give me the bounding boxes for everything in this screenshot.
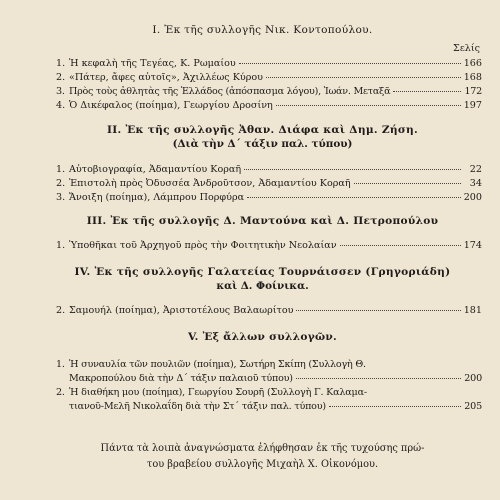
list-item: 1. Ἡ κεφαλὴ τῆς Τεγέας, Κ. Ρωμαίου 166 (56, 58, 482, 69)
list-item: 2. «Πάτερ, ἄφες αὐτοῖς», Ἀχιλλέως Κύρου 168 (56, 72, 482, 83)
section-2-title: II. Ἐκ τῆς συλλογῆς Ἀθαν. Διάφα καὶ Δημ. Ζήση. (106, 124, 418, 136)
section-2-subtitle: (Διὰ τὴν Δ΄ τάξιν παλ. τύπου) (172, 138, 353, 150)
pages-column-label: Σελίς (453, 43, 480, 54)
list-item: 2. Ἡ διαθήκη μου (ποίημα), Γεωργίου Σουρῆ (Συλλογὴ Γ. Καλαμα- τιανοῦ-Μελῆ Νικολαΐδη διὰ τὴν Στ΄ τάξιν παλ. τύπου) 205 (56, 387, 482, 412)
list-item: 1. Ἡ συναυλία τῶν πουλιῶν (ποίημα), Σωτήρη Σκίπη (Συλλογὴ Θ. Μακροπούλου διὰ τὴν Δ΄ τάξιν παλαιοῦ τύπου) 200 (56, 359, 482, 384)
list-item: 2. Ἐπιστολὴ πρὸς Ὀδυσσέα Ἀνδροῦτσον, Ἀδαμαντίου Κοραῆ 34 (56, 178, 482, 189)
list-item: 2. Σαμουήλ (ποίημα), Ἀριστοτέλους Βαλαωρίτου 181 (56, 305, 482, 316)
closing-note-line-2: του βραβείου συλλογῆς Μιχαὴλ Χ. Οἰκονόμου. (146, 459, 379, 470)
list-item: 4. Ὁ Δικέφαλος (ποίημα), Γεωργίου Δροσίνη 197 (56, 100, 482, 111)
section-4-title: IV. Ἐκ τῆς συλλογῆς Γαλατείας Τουρνάισσεν (Γρηγοριάδη) (74, 266, 451, 278)
closing-note-line-1: Πάντα τὰ λοιπὰ ἀναγνώσματα ἐλήφθησαν ἐκ τῆς τυχούσης πρώ- (100, 443, 425, 454)
section-3-title: III. Ἐκ τῆς συλλογῆς Δ. Μαντούνα καὶ Δ. Πετροπούλου (86, 215, 439, 227)
section-1-title: I. Ἐκ τῆς συλλογῆς Νικ. Κοντοπούλου. (152, 24, 373, 36)
list-item: 1. Αὐτοβιογραφία, Ἀδαμαντίου Κοραῆ 22 (56, 164, 482, 175)
list-item: 1. Ὑποθῆκαι τοῦ Ἀρχηγοῦ πρὸς τὴν Φοιτητικὴν Νεολαίαν 174 (56, 240, 482, 251)
section-5-title: V. Ἐξ ἄλλων συλλογῶν. (187, 331, 338, 343)
list-item: 3. Πρὸς τοὺς ἀθλητὰς τῆς Ἑλλάδος (ἀπόσπασμα λόγου), Ἰωάν. Μεταξᾶ 172 (56, 86, 482, 97)
section-4-subtitle: καὶ Δ. Φοίνικα. (216, 280, 309, 292)
closing-note (40, 441, 485, 473)
list-item: 3. Ἄνοιξη (ποίημα), Λάμπρου Πορφύρα 200 (56, 192, 482, 203)
